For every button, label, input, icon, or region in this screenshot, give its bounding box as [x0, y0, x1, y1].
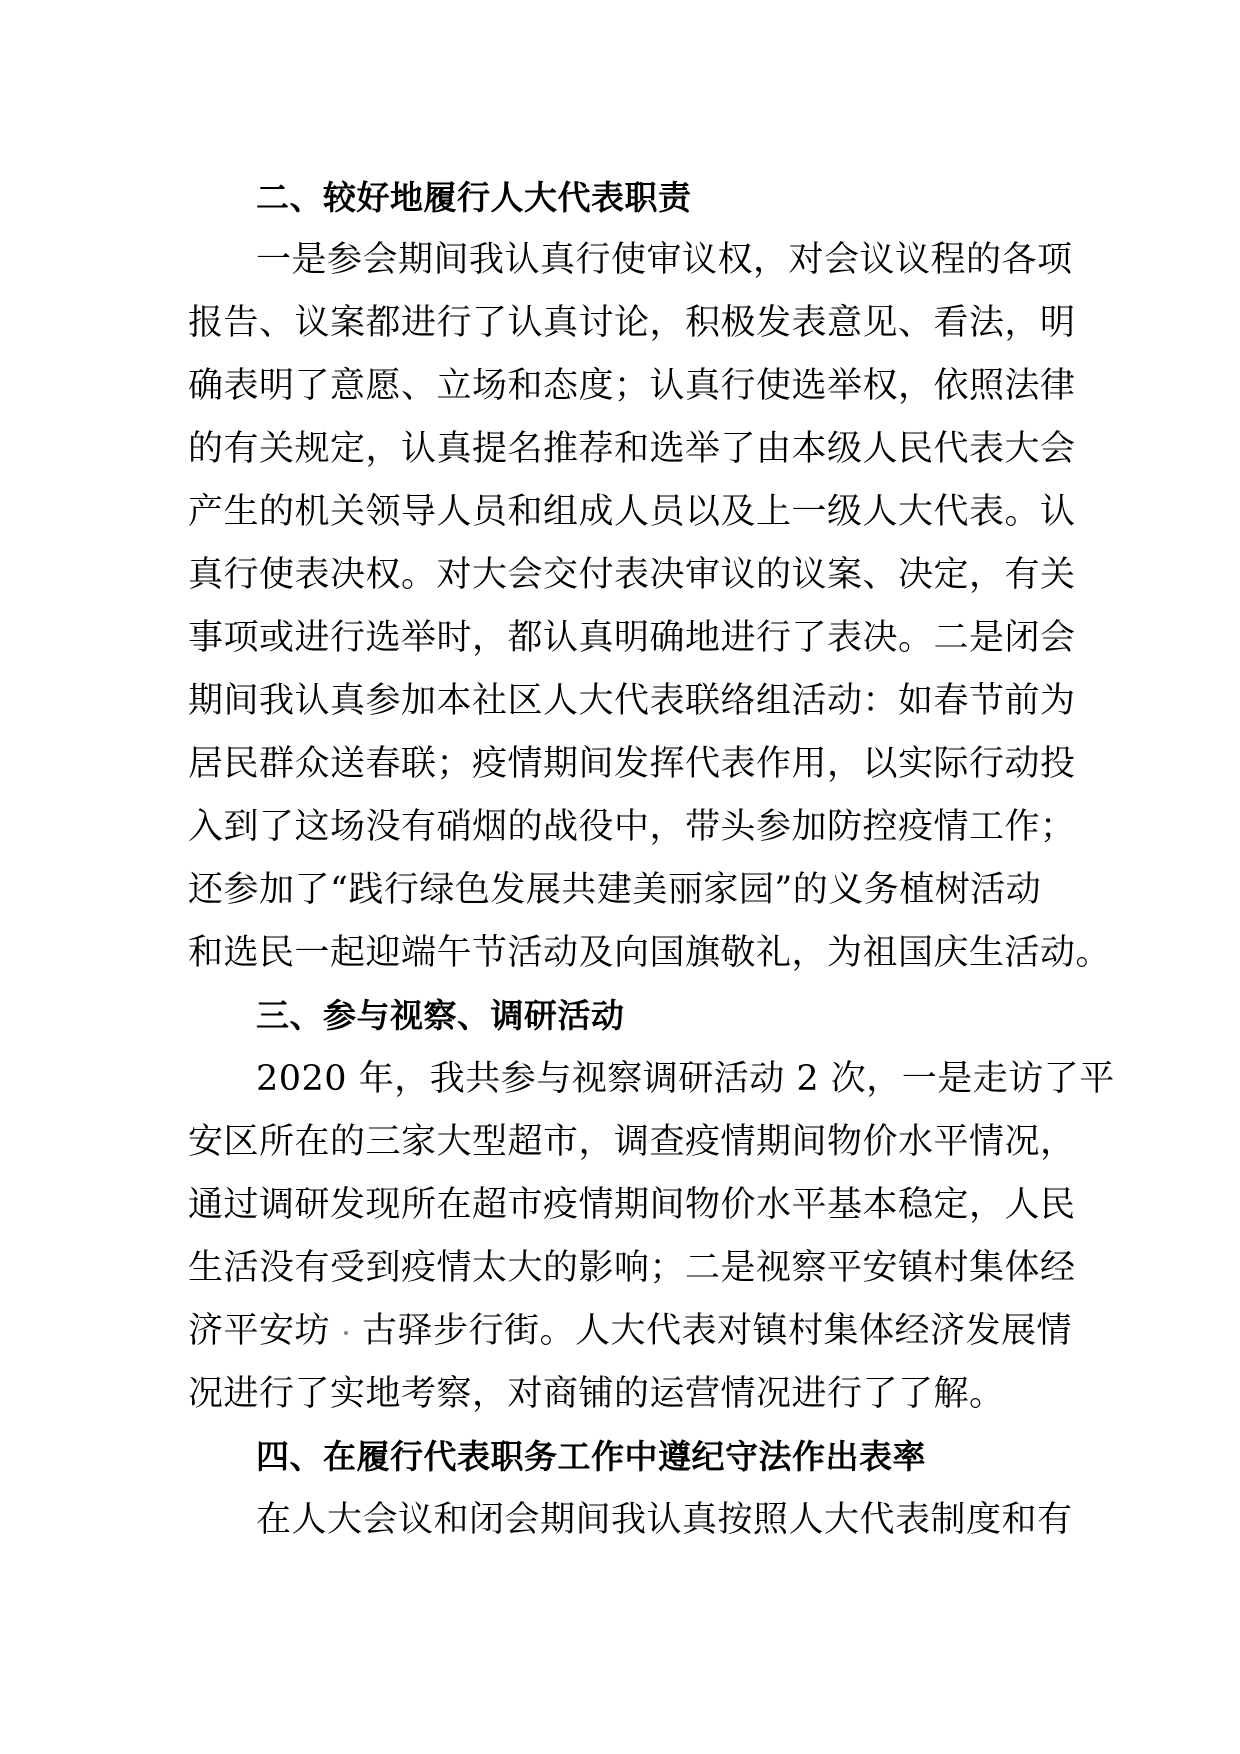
paragraph-line: 在人大会议和闭会期间我认真按照人大代表制度和有 [256, 1500, 1073, 1540]
paragraph-line: 2020 年，我共参与视察调研活动 2 次，一是走访了平 [256, 1059, 1115, 1099]
paragraph-line: 确表明了意愿、立场和态度；认真行使选举权，依照法律 [188, 366, 1076, 406]
paragraph-line: 安区所在的三家大型超市，调查疫情期间物价水平情况， [188, 1122, 1076, 1162]
text-segment: 济平安坊 [188, 1311, 331, 1351]
paragraph-line: 况进行了实地考察，对商铺的运营情况进行了了解。 [188, 1374, 1005, 1414]
section-heading: 二、较好地履行人大代表职责 [256, 178, 692, 217]
paragraph-line: 产生的机关领导人员和组成人员以及上一级人大代表。认 [188, 492, 1076, 532]
paragraph-line: 期间我认真参加本社区人大代表联络组活动：如春节前为 [188, 681, 1076, 721]
separator-dot [344, 1331, 348, 1335]
section-heading: 三、参与视察、调研活动 [256, 996, 625, 1035]
paragraph-line: 入到了这场没有硝烟的战役中，带头参加防控疫情工作； [188, 807, 1076, 847]
paragraph-line [188, 1309, 1072, 1353]
paragraph-line: 报告、议案都进行了认真讨论，积极发表意见、看法，明 [188, 303, 1076, 343]
paragraph-line: 的有关规定，认真提名推荐和选举了由本级人民代表大会 [188, 429, 1076, 469]
paragraph-line: 还参加了“践行绿色发展共建美丽家园”的义务植树活动 [188, 870, 1042, 910]
paragraph-line: 通过调研发现所在超市疫情期间物价水平基本稳定，人民 [188, 1185, 1076, 1225]
paragraph-line: 生活没有受到疫情太大的影响；二是视察平安镇村集体经 [188, 1248, 1076, 1288]
section-heading: 四、在履行代表职务工作中遵纪守法作出表率 [256, 1437, 926, 1476]
paragraph-line: 真行使表决权。对大会交付表决审议的议案、决定，有关 [188, 555, 1076, 595]
paragraph-line: 和选民一起迎端午节活动及向国旗敬礼，为祖国庆生活动。 [188, 933, 1112, 973]
paragraph-line: 居民群众送春联；疫情期间发挥代表作用，以实际行动投 [188, 744, 1076, 784]
text-segment: 古驿步行街。人大代表对镇村集体经济发展情 [362, 1311, 1073, 1351]
paragraph-line: 一是参会期间我认真行使审议权，对会议议程的各项 [256, 240, 1073, 280]
paragraph-line: 事项或进行选举时，都认真明确地进行了表决。二是闭会 [188, 618, 1076, 658]
